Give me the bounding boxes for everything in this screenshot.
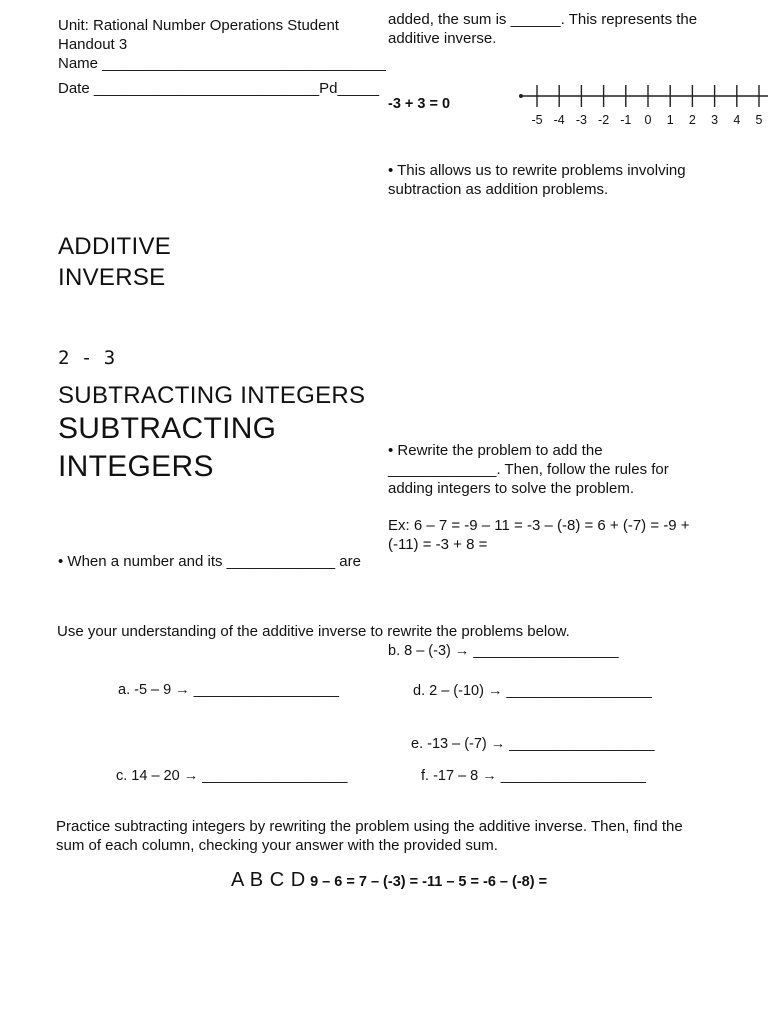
definition-line1: added, the sum is ______. This represents the bbox=[388, 11, 698, 28]
definition-line2: additive inverse. bbox=[388, 30, 497, 47]
rule-line3: adding integers to solve the problem. bbox=[388, 480, 634, 497]
heading-line2: INVERSE bbox=[58, 264, 166, 291]
example-line2: (-11) = -3 + 8 = bbox=[388, 536, 488, 553]
large-heading-line2: INTEGERS bbox=[58, 450, 214, 483]
date-period-field[interactable]: Date ___________________________Pd_____ bbox=[58, 80, 380, 97]
rewrite-rule-note bbox=[388, 441, 669, 498]
unit-title bbox=[58, 16, 339, 54]
column-instructions-line2: sum of each column, checking your answer with the provided sum. bbox=[56, 837, 498, 854]
number-line-label: 5 bbox=[755, 113, 763, 127]
subtracting-integers-heading-large bbox=[58, 410, 276, 486]
number-line-label: 0 bbox=[644, 113, 652, 127]
column-letters: A B C D bbox=[231, 869, 306, 891]
note-line1: • This allows us to rewrite problems involving bbox=[388, 162, 686, 179]
rewrite-subtraction-note bbox=[388, 161, 686, 199]
problem-c[interactable]: c. 14 – 20 → __________________ bbox=[116, 768, 348, 784]
unit-title-line1: Unit: Rational Number Operations Student bbox=[58, 17, 339, 34]
number-line-label: -3 bbox=[575, 113, 587, 127]
example-line1: Ex: 6 – 7 = -9 – 11 = -3 – (-8) = 6 + (-7) = -9 + bbox=[388, 517, 690, 534]
section-number: 2 - 3 bbox=[58, 347, 116, 369]
name-field[interactable]: Name __________________________________ bbox=[58, 55, 386, 72]
problem-e[interactable]: e. -13 – (-7) → __________________ bbox=[411, 736, 655, 752]
number-line-label: -2 bbox=[598, 113, 610, 127]
rule-line2: _____________. Then, follow the rules for bbox=[388, 461, 669, 478]
worked-example bbox=[388, 516, 690, 554]
problem-f[interactable]: f. -17 – 8 → __________________ bbox=[421, 768, 646, 784]
problem-d[interactable]: d. 2 – (-10) → __________________ bbox=[413, 683, 652, 699]
subtracting-integers-heading-small: SUBTRACTING INTEGERS bbox=[58, 382, 366, 409]
additive-inverse-bullet: • When a number and its _____________ are bbox=[58, 553, 361, 570]
rule-line1: • Rewrite the problem to add the bbox=[388, 442, 603, 459]
number-line-label: 3 bbox=[711, 113, 719, 127]
number-line-left-arrow bbox=[519, 94, 523, 98]
additive-inverse-definition bbox=[388, 10, 697, 48]
large-heading-line1: SUBTRACTING bbox=[58, 412, 277, 445]
heading-line1: ADDITIVE bbox=[58, 233, 172, 260]
note-line2: subtraction as addition problems. bbox=[388, 181, 609, 198]
practice-instructions: Use your understanding of the additive inverse to rewrite the problems below. bbox=[57, 623, 570, 640]
number-line-label: 4 bbox=[733, 113, 741, 127]
number-line bbox=[515, 82, 768, 132]
column-instructions-line1: Practice subtracting integers by rewriting the problem using the additive inverse. Then, find the bbox=[56, 818, 683, 835]
number-line-label: 2 bbox=[688, 113, 696, 127]
column-problems bbox=[231, 869, 547, 892]
problem-a[interactable]: a. -5 – 9 → __________________ bbox=[118, 682, 339, 698]
problem-b[interactable]: b. 8 – (-3) → __________________ bbox=[388, 643, 619, 659]
number-line-label: -5 bbox=[531, 113, 543, 127]
example-equation: -3 + 3 = 0 bbox=[388, 96, 451, 112]
number-line-label: 1 bbox=[666, 113, 674, 127]
number-line-label: -1 bbox=[620, 113, 632, 127]
unit-title-line2: Handout 3 bbox=[58, 36, 128, 53]
additive-inverse-heading bbox=[58, 231, 171, 293]
number-line-label: -4 bbox=[553, 113, 565, 127]
column-equations: 9 – 6 = 7 – (-3) = -11 – 5 = -6 – (-8) = bbox=[310, 874, 548, 890]
column-instructions bbox=[56, 817, 683, 855]
